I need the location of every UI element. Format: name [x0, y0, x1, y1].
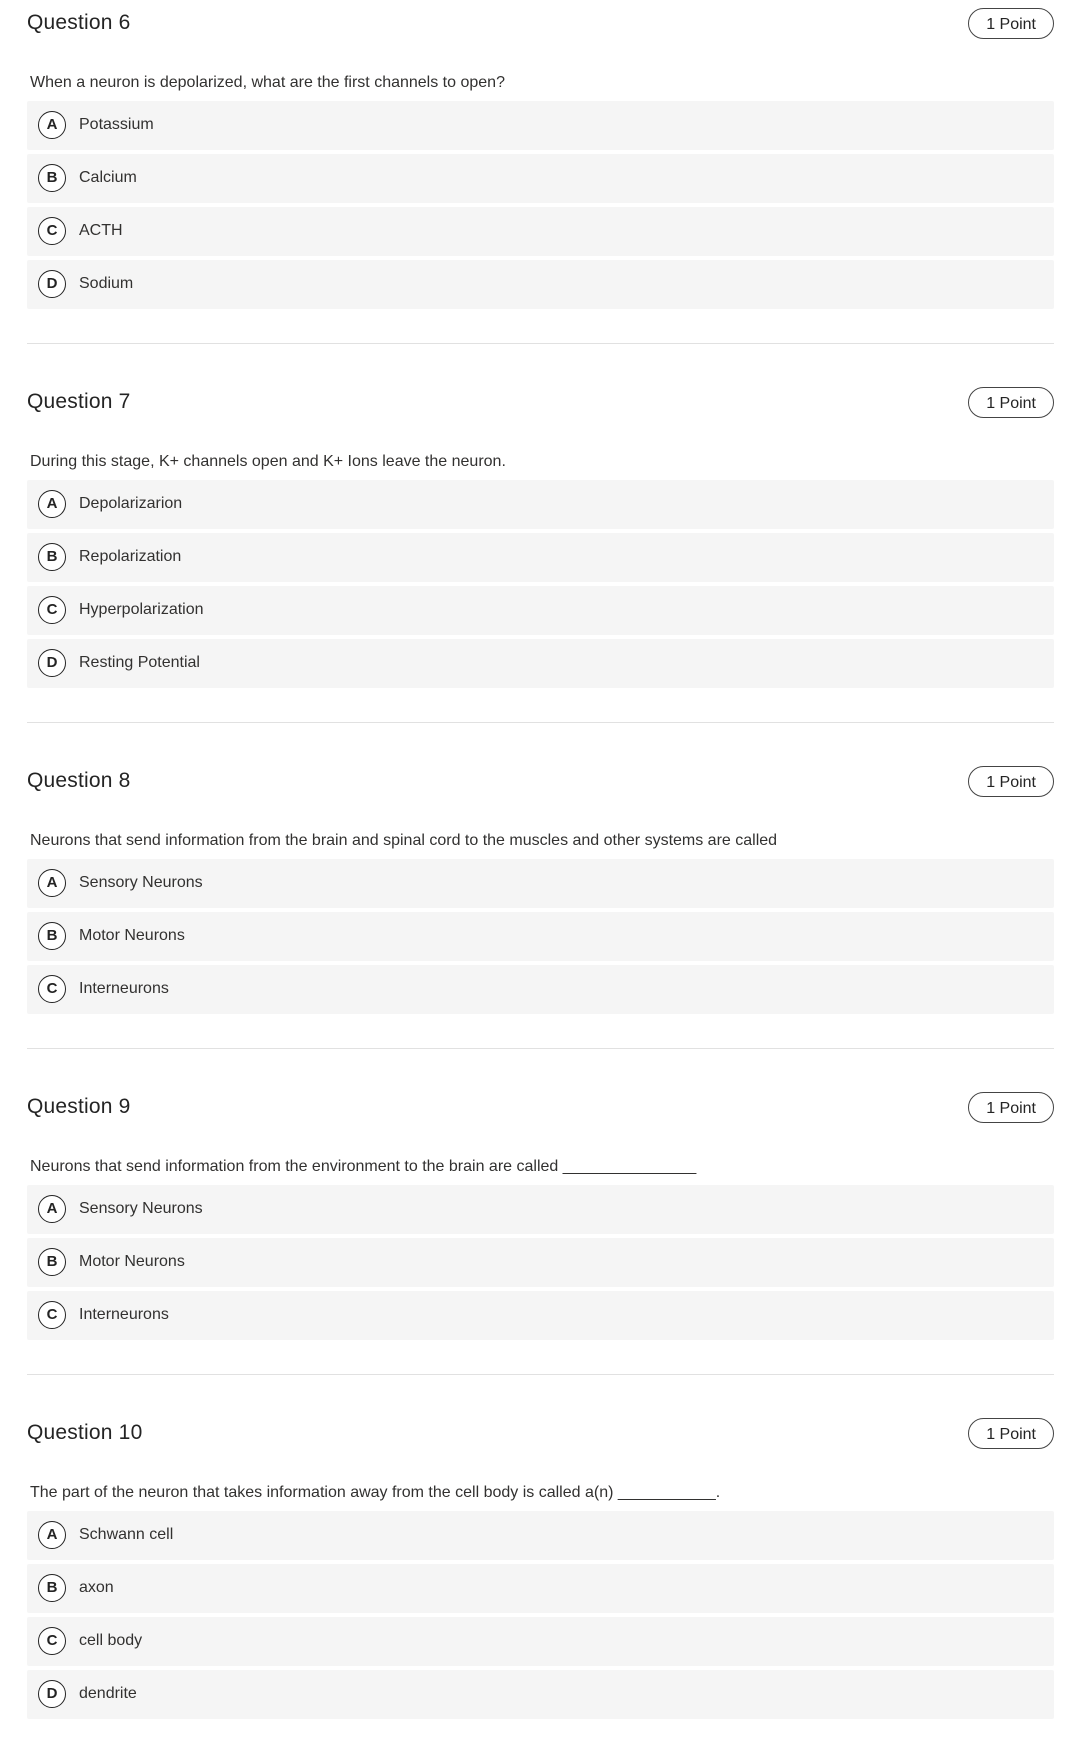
option-label: Calcium — [79, 169, 137, 186]
option-letter-badge: C — [38, 217, 66, 245]
answer-options — [27, 1185, 1054, 1340]
answer-option-a[interactable] — [27, 1185, 1054, 1234]
question-divider — [27, 1048, 1054, 1049]
answer-option-a[interactable] — [27, 101, 1054, 150]
question-title: Question 7 — [27, 390, 131, 413]
option-label: Hyperpolarization — [79, 601, 204, 618]
option-letter-badge: B — [38, 164, 66, 192]
option-letter-badge: A — [38, 111, 66, 139]
option-label: Depolarizarion — [79, 495, 183, 512]
question-header — [27, 1410, 1054, 1460]
question-divider — [27, 1374, 1054, 1375]
option-letter-badge: A — [38, 1195, 66, 1223]
option-label: cell body — [79, 1632, 143, 1649]
answer-option-a[interactable] — [27, 859, 1054, 908]
option-label: Repolarization — [79, 548, 182, 565]
answer-option-b[interactable] — [27, 154, 1054, 203]
answer-options — [27, 1511, 1054, 1719]
option-label: axon — [79, 1579, 114, 1596]
points-badge: 1 Point — [968, 1418, 1054, 1449]
option-letter-badge: C — [38, 596, 66, 624]
answer-option-d[interactable] — [27, 1670, 1054, 1719]
option-label: dendrite — [79, 1685, 137, 1702]
question-card-8 — [27, 758, 1054, 1014]
option-label: Interneurons — [79, 980, 169, 997]
question-text: Neurons that send information from the environment to the brain are called _______________ — [30, 1158, 697, 1175]
points-badge: 1 Point — [968, 8, 1054, 39]
answer-option-a[interactable] — [27, 480, 1054, 529]
option-letter-badge: A — [38, 1521, 66, 1549]
option-label: Sensory Neurons — [79, 1200, 203, 1217]
answer-option-b[interactable] — [27, 912, 1054, 961]
answer-option-b[interactable] — [27, 533, 1054, 582]
question-title: Question 8 — [27, 769, 131, 792]
option-label: Potassium — [79, 116, 154, 133]
points-badge: 1 Point — [968, 1092, 1054, 1123]
option-letter-badge: B — [38, 922, 66, 950]
answer-option-b[interactable] — [27, 1238, 1054, 1287]
answer-option-c[interactable] — [27, 207, 1054, 256]
option-label: Motor Neurons — [79, 927, 185, 944]
question-header — [27, 1084, 1054, 1134]
answer-options — [27, 101, 1054, 309]
question-text: During this stage, K+ channels open and K+ Ions leave the neuron. — [30, 453, 506, 470]
question-text: The part of the neuron that takes information away from the cell body is called a(n) ___________. — [30, 1484, 721, 1501]
question-card-9 — [27, 1084, 1054, 1340]
answer-option-d[interactable] — [27, 639, 1054, 688]
answer-option-a[interactable] — [27, 1511, 1054, 1560]
option-label: Sodium — [79, 275, 134, 292]
question-title: Question 9 — [27, 1095, 131, 1118]
answer-options — [27, 480, 1054, 688]
answer-options — [27, 859, 1054, 1014]
question-card-10 — [27, 1410, 1054, 1719]
option-letter-badge: A — [38, 490, 66, 518]
option-letter-badge: D — [38, 1680, 66, 1708]
quiz-form — [27, 0, 1054, 1723]
answer-option-c[interactable] — [27, 1291, 1054, 1340]
question-header — [27, 758, 1054, 808]
option-letter-badge: B — [38, 543, 66, 571]
question-card-7 — [27, 379, 1054, 688]
question-card-6 — [27, 0, 1054, 309]
question-header — [27, 379, 1054, 429]
option-letter-badge: D — [38, 270, 66, 298]
answer-option-d[interactable] — [27, 260, 1054, 309]
option-letter-badge: B — [38, 1574, 66, 1602]
answer-option-c[interactable] — [27, 1617, 1054, 1666]
option-label: Motor Neurons — [79, 1253, 185, 1270]
option-letter-badge: C — [38, 1301, 66, 1329]
option-letter-badge: C — [38, 1627, 66, 1655]
points-badge: 1 Point — [968, 766, 1054, 797]
question-divider — [27, 343, 1054, 344]
question-title: Question 6 — [27, 11, 131, 34]
question-divider — [27, 722, 1054, 723]
option-label: Schwann cell — [79, 1526, 174, 1543]
option-letter-badge: D — [38, 649, 66, 677]
option-label: ACTH — [79, 222, 123, 239]
question-header — [27, 0, 1054, 50]
answer-option-c[interactable] — [27, 965, 1054, 1014]
answer-option-b[interactable] — [27, 1564, 1054, 1613]
option-label: Resting Potential — [79, 654, 200, 671]
points-badge: 1 Point — [968, 387, 1054, 418]
option-letter-badge: B — [38, 1248, 66, 1276]
option-letter-badge: A — [38, 869, 66, 897]
question-title: Question 10 — [27, 1421, 143, 1444]
question-text: Neurons that send information from the brain and spinal cord to the muscles and other systems are called — [30, 832, 778, 849]
answer-option-c[interactable] — [27, 586, 1054, 635]
option-label: Interneurons — [79, 1306, 169, 1323]
option-letter-badge: C — [38, 975, 66, 1003]
option-label: Sensory Neurons — [79, 874, 203, 891]
question-text: When a neuron is depolarized, what are the first channels to open? — [30, 74, 505, 91]
